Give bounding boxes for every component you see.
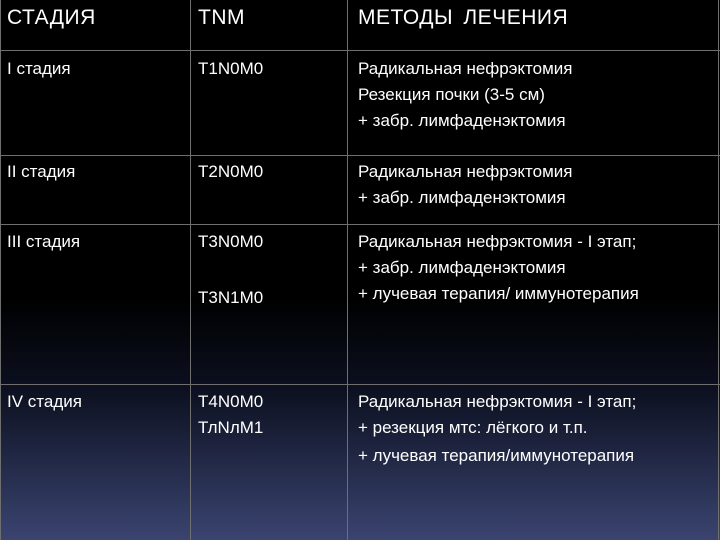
row-divider-1	[0, 155, 720, 156]
method-line: + резекция мтс: лёгкого и т.п.	[358, 418, 588, 437]
row-2-tnm	[198, 159, 263, 185]
row-4-methods	[358, 389, 636, 469]
tnm-code: T3N1M0	[198, 288, 264, 307]
method-line: + забр. лимфаденэктомия	[358, 258, 566, 277]
method-line: + лучевая терапия/иммунотерапия	[358, 446, 635, 465]
column-divider-2	[347, 0, 348, 540]
row-4-stage: IV стадия	[7, 392, 82, 411]
method-line: + забр. лимфаденэктомия	[358, 111, 566, 130]
method-line: Резекция почки (3-5 см)	[358, 85, 545, 104]
tnm-code: T4N0M0	[198, 392, 264, 411]
method-line: + забр. лимфаденэктомия	[358, 188, 566, 207]
method-line: Радикальная нефрэктомия - I этап;	[358, 392, 637, 411]
row-3-stage: III стадия	[7, 232, 81, 251]
row-3-tnm	[198, 229, 263, 311]
row-3-methods	[358, 229, 639, 307]
method-line: Радикальная нефрэктомия	[358, 162, 573, 181]
header-tnm: TNM	[198, 6, 245, 29]
row-4-tnm	[198, 389, 263, 441]
method-line: Радикальная нефрэктомия	[358, 59, 573, 78]
header-stage: СТАДИЯ	[7, 6, 96, 29]
tnm-code: T3N0M0	[198, 232, 264, 251]
table-right-border	[718, 0, 719, 540]
row-divider-2	[0, 224, 720, 225]
row-divider-header	[0, 50, 720, 51]
method-line: Радикальная нефрэктомия - I этап;	[358, 232, 637, 251]
row-1-methods	[358, 56, 572, 134]
row-2-methods	[358, 159, 572, 211]
table-left-border	[0, 0, 1, 540]
column-divider-1	[190, 0, 191, 540]
row-divider-3	[0, 384, 720, 385]
method-line: + лучевая терапия/ иммунотерапия	[358, 284, 639, 303]
tnm-code: T1N0M0	[198, 59, 264, 78]
row-1-stage: I стадия	[7, 59, 71, 78]
row-1-tnm	[198, 56, 263, 82]
tnm-code: T2N0M0	[198, 162, 264, 181]
row-2-stage: II стадия	[7, 162, 76, 181]
header-methods: МЕТОДЫ ЛЕЧЕНИЯ	[358, 6, 569, 29]
tnm-code: ТлNлM1	[198, 418, 264, 437]
